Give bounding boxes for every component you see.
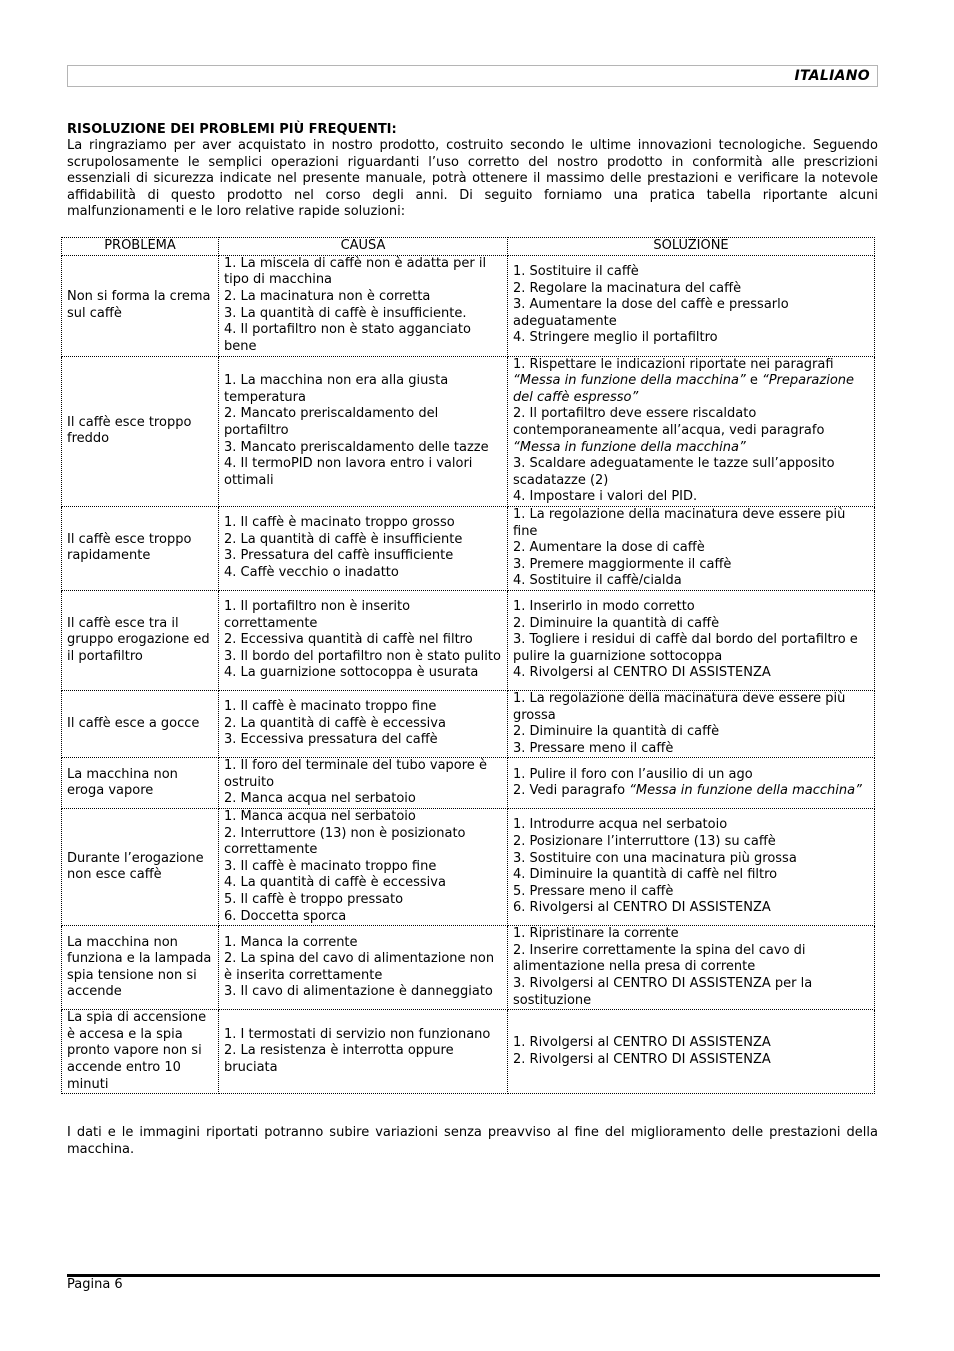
- solution-item: 1. Introdurre acqua nel serbatoio: [513, 817, 728, 833]
- section-title: RISOLUZIONE DEI PROBLEMI PIÙ FREQUENTI:: [67, 122, 397, 137]
- cause-item: 2. Mancato preriscaldamento del portafiltro: [224, 406, 439, 438]
- solution-item: 4. Diminuire la quantità di caffè nel filtro: [513, 867, 778, 883]
- cause-item: 2. Eccessiva quantità di caffè nel filtro: [224, 632, 473, 648]
- solution-item: 2. Regolare la macinatura del caffè: [513, 280, 742, 296]
- cause-item: 3. La quantità di caffè è insufficiente.: [224, 305, 467, 321]
- solution-item: 1. Ripristinare la corrente: [513, 926, 679, 942]
- table-row: [62, 356, 875, 506]
- cause-item: 3. Il bordo del portafiltro non è stato pulito: [224, 648, 501, 664]
- cause-item: 4. Caffè vecchio o inadatto: [224, 565, 399, 581]
- cause-item: 1. Il caffè è macinato troppo grosso: [224, 515, 455, 531]
- cause-item: 4. La guarnizione sottocoppa è usurata: [224, 665, 479, 681]
- cause-item: 1. Il portafiltro non è inserito correttamente: [224, 598, 411, 631]
- problem-cell: Non si forma la crema sul caffè: [62, 255, 219, 356]
- solution-cell: [508, 506, 875, 590]
- cause-item: 2. La resistenza è interrotta oppure bruciata: [224, 1043, 454, 1075]
- solution-item: 1. Rivolgersi al CENTRO DI ASSISTENZA: [513, 1035, 771, 1051]
- solution-item: 3. Pressare meno il caffè: [513, 740, 674, 756]
- page-header: [67, 65, 878, 87]
- solution-item: 4. Impostare i valori del PID.: [513, 489, 698, 505]
- page-number: Pagina 6: [67, 1277, 123, 1292]
- solution-item: 2. Inserire correttamente la spina del cavo di alimentazione nella presa di corrente: [513, 942, 806, 975]
- solution-item: 1. Sostituire il caffè: [513, 264, 639, 280]
- table-row: [62, 690, 875, 757]
- cause-cell: [219, 758, 508, 809]
- cause-item: 3. Mancato preriscaldamento delle tazze: [224, 439, 489, 455]
- intro-paragraph: La ringraziamo per aver acquistato in nostro prodotto, costruito secondo le ultime innovazioni tecnologiche. Seguendo scrupolosamente le semplici operazioni riguardanti l’uso corretto del nostro prodotto in conformità alle prescrizioni essenziali di sicurezza indicate nel presente manuale, potrà ottenere il massimo delle prestazioni e verificare la notevole affidabilità di questo prodotto nel corso degli anni. Di seguito forniamo una pratica tabella riportante alcuni malfunzionamenti e le loro relative rapide soluzioni:: [67, 138, 878, 220]
- solution-cell: [508, 356, 875, 506]
- solution-item: 3. Aumentare la dose del caffè e pressarlo adeguatamente: [513, 297, 789, 329]
- solution-item: 3. Togliere i residui di caffè dal bordo del portafiltro e pulire la guarnizione sottocoppa: [513, 632, 858, 664]
- table-row: [62, 809, 875, 926]
- solution-item: 1. Pulire il foro con l’ausilio di un ago: [513, 766, 753, 782]
- solution-item: 2. Aumentare la dose di caffè: [513, 540, 705, 556]
- solution-item: 6. Rivolgersi al CENTRO DI ASSISTENZA: [513, 900, 771, 916]
- table-row: [62, 926, 875, 1010]
- solution-item: 1. La regolazione della macinatura deve essere più grossa: [513, 690, 846, 723]
- cause-item: 3. Pressatura del caffè insufficiente: [224, 548, 454, 564]
- problem-cell: Il caffè esce a gocce: [62, 690, 219, 757]
- solution-item: 4. Rivolgersi al CENTRO DI ASSISTENZA: [513, 665, 771, 681]
- cause-item: 4. Il portafiltro non è stato agganciato bene: [224, 322, 471, 354]
- table-row: [62, 255, 875, 356]
- footer-divider: [67, 1274, 880, 1277]
- problem-cell: La macchina non funziona e la lampada spia tensione non si accende: [62, 926, 219, 1010]
- cause-item: 1. Manca la corrente: [224, 934, 358, 950]
- cause-cell: [219, 255, 508, 356]
- column-header-solution: SOLUZIONE: [508, 238, 875, 256]
- cause-cell: [219, 356, 508, 506]
- cause-item: 3. Il cavo di alimentazione è danneggiato: [224, 984, 493, 1000]
- solution-item: 2. Vedi paragrafo “Messa in funzione della macchina”: [513, 783, 862, 799]
- problem-cell: Durante l’erogazione non esce caffè: [62, 809, 219, 926]
- cause-cell: [219, 590, 508, 690]
- solution-item: 2. Rivolgersi al CENTRO DI ASSISTENZA: [513, 1051, 771, 1067]
- table-row: [62, 590, 875, 690]
- cause-item: 6. Doccetta sporca: [224, 908, 347, 924]
- cause-item: 5. Il caffè è troppo pressato: [224, 892, 404, 908]
- solution-item: 2. Posizionare l’interruttore (13) su caffè: [513, 833, 776, 849]
- cause-item: 1. La macchina non era alla giusta temperatura: [224, 373, 449, 405]
- cause-cell: [219, 926, 508, 1010]
- table-row: [62, 758, 875, 809]
- solution-cell: [508, 926, 875, 1010]
- solution-item: 2. Diminuire la quantità di caffè: [513, 724, 720, 740]
- solution-item: 1. La regolazione della macinatura deve essere più fine: [513, 506, 846, 539]
- table-row: [62, 506, 875, 590]
- cause-item: 2. La macinatura non è corretta: [224, 289, 431, 304]
- cause-cell: [219, 506, 508, 590]
- solution-cell: [508, 1010, 875, 1094]
- cause-cell: [219, 690, 508, 757]
- solution-cell: [508, 590, 875, 690]
- solution-item: 1. Rispettare le indicazioni riportate nei paragrafi “Messa in funzione della macchina” e “Preparazione del caffè espresso”: [513, 356, 855, 405]
- solution-item: 3. Sostituire con una macinatura più grossa: [513, 850, 797, 866]
- solution-item: 3. Scaldare adeguatamente le tazze sull’apposito scadatazze (2): [513, 456, 835, 488]
- problem-cell: La spia di accensione è accesa e la spia pronto vapore non si accende entro 10 minuti: [62, 1010, 219, 1094]
- cause-item: 1. I termostati di servizio non funzionano: [224, 1026, 491, 1042]
- cause-item: 2. Interruttore (13) non è posizionato correttamente: [224, 825, 466, 858]
- language-label: ITALIANO: [794, 68, 870, 84]
- solution-item: 2. Il portafiltro deve essere riscaldato contemporaneamente all’acqua, vedi paragrafo “Messa in funzione della macchina”: [513, 406, 825, 455]
- solution-item: 2. Diminuire la quantità di caffè: [513, 615, 720, 631]
- solution-item: 4. Stringere meglio il portafiltro: [513, 330, 718, 346]
- cause-item: 3. Eccessiva pressatura del caffè: [224, 732, 438, 748]
- cause-item: 2. La quantità di caffè è insufficiente: [224, 531, 463, 547]
- cause-item: 1. Il foro del terminale del tubo vapore è ostruito: [224, 758, 487, 790]
- cause-item: 4. La quantità di caffè è eccessiva: [224, 875, 446, 891]
- solution-item: 3. Premere maggiormente il caffè: [513, 556, 732, 572]
- cause-item: 2. La quantità di caffè è eccessiva: [224, 715, 446, 731]
- table-row: [62, 1010, 875, 1094]
- column-header-cause: CAUSA: [219, 238, 508, 256]
- solution-item: 3. Rivolgersi al CENTRO DI ASSISTENZA per la sostituzione: [513, 976, 813, 1008]
- solution-item: 5. Pressare meno il caffè: [513, 883, 674, 899]
- solution-cell: [508, 690, 875, 757]
- cause-item: 1. La miscela di caffè non è adatta per il tipo di macchina: [224, 255, 487, 288]
- problem-cell: Il caffè esce troppo freddo: [62, 356, 219, 506]
- cause-item: 3. Il caffè è macinato troppo fine: [224, 858, 437, 874]
- table-body: [62, 255, 875, 1094]
- cause-item: 1. Il caffè è macinato troppo fine: [224, 699, 437, 715]
- table-header-row: [62, 238, 875, 256]
- cause-item: 2. Manca acqua nel serbatoio: [224, 791, 416, 807]
- cause-item: 4. Il termoPID non lavora entro i valori ottimali: [224, 456, 473, 488]
- problem-cell: Il caffè esce tra il gruppo erogazione ed il portafiltro: [62, 590, 219, 690]
- solution-item: 1. Inserirlo in modo corretto: [513, 598, 695, 614]
- solution-cell: [508, 809, 875, 926]
- solution-cell: [508, 255, 875, 356]
- troubleshooting-table: [61, 237, 875, 1094]
- cause-cell: [219, 1010, 508, 1094]
- footer-note: I dati e le immagini riportati potranno subire variazioni senza preavviso al fine del miglioramento delle prestazioni della macchina.: [67, 1125, 878, 1157]
- solution-cell: [508, 758, 875, 809]
- problem-cell: Il caffè esce troppo rapidamente: [62, 506, 219, 590]
- column-header-problem: PROBLEMA: [62, 238, 219, 256]
- problem-cell: La macchina non eroga vapore: [62, 758, 219, 809]
- solution-item: 4. Sostituire il caffè/cialda: [513, 573, 682, 589]
- cause-item: 1. Manca acqua nel serbatoio: [224, 809, 416, 825]
- cause-cell: [219, 809, 508, 926]
- cause-item: 2. La spina del cavo di alimentazione non è inserita correttamente: [224, 951, 495, 983]
